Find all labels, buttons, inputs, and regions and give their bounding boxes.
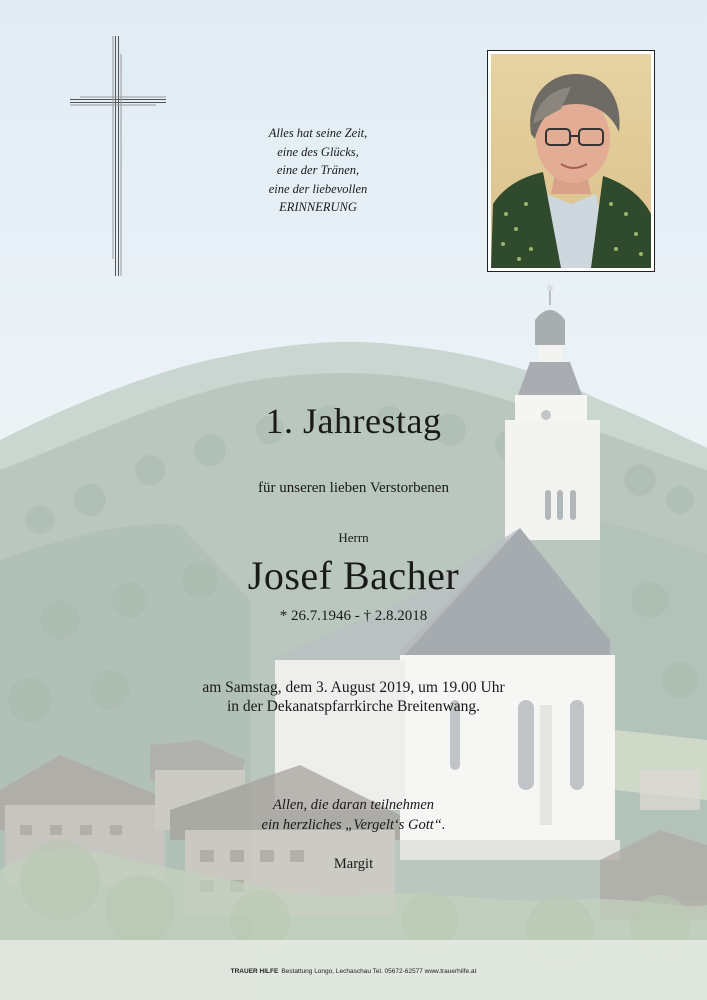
signature: Margit	[333, 856, 374, 872]
thanks-line: ein herzliches „Vergelt‘s Gott“.	[261, 817, 446, 833]
footer-brand: TRAUER HILFE	[230, 968, 279, 975]
footer-text: Bestattung Longo, Lechaschau Tel. 05672-62577 www.trauerhilfe.at	[281, 968, 477, 975]
quote-line: Alles hat seine Zeit,	[268, 126, 368, 140]
footer-credit	[0, 968, 707, 975]
cross-icon	[68, 34, 170, 280]
deceased-name: Josef Bacher	[247, 553, 460, 598]
quote-block	[218, 124, 418, 217]
service-location-line: in der Dekanatspfarrkirche Breitenwang.	[226, 698, 481, 715]
honorific: Herrn	[338, 530, 369, 545]
service-date-line: am Samstag, dem 3. August 2019, um 19.00 Uhr	[202, 679, 505, 696]
quote-line: eine der Tränen,	[276, 163, 360, 177]
portrait-photo	[487, 50, 655, 272]
life-dates: * 26.7.1946 - † 2.8.2018	[279, 608, 428, 624]
quote-line: eine der liebevollen	[268, 181, 368, 196]
quote-line: ERINNERUNG	[279, 200, 357, 214]
page-title: 1. Jahrestag	[265, 401, 442, 441]
quote-line: eine des Glücks,	[277, 144, 359, 159]
thanks-line: Allen, die daran teilnehmen	[272, 797, 435, 813]
portrait-image	[491, 54, 651, 268]
dedication-line: für unseren lieben Verstorbenen	[258, 480, 449, 496]
